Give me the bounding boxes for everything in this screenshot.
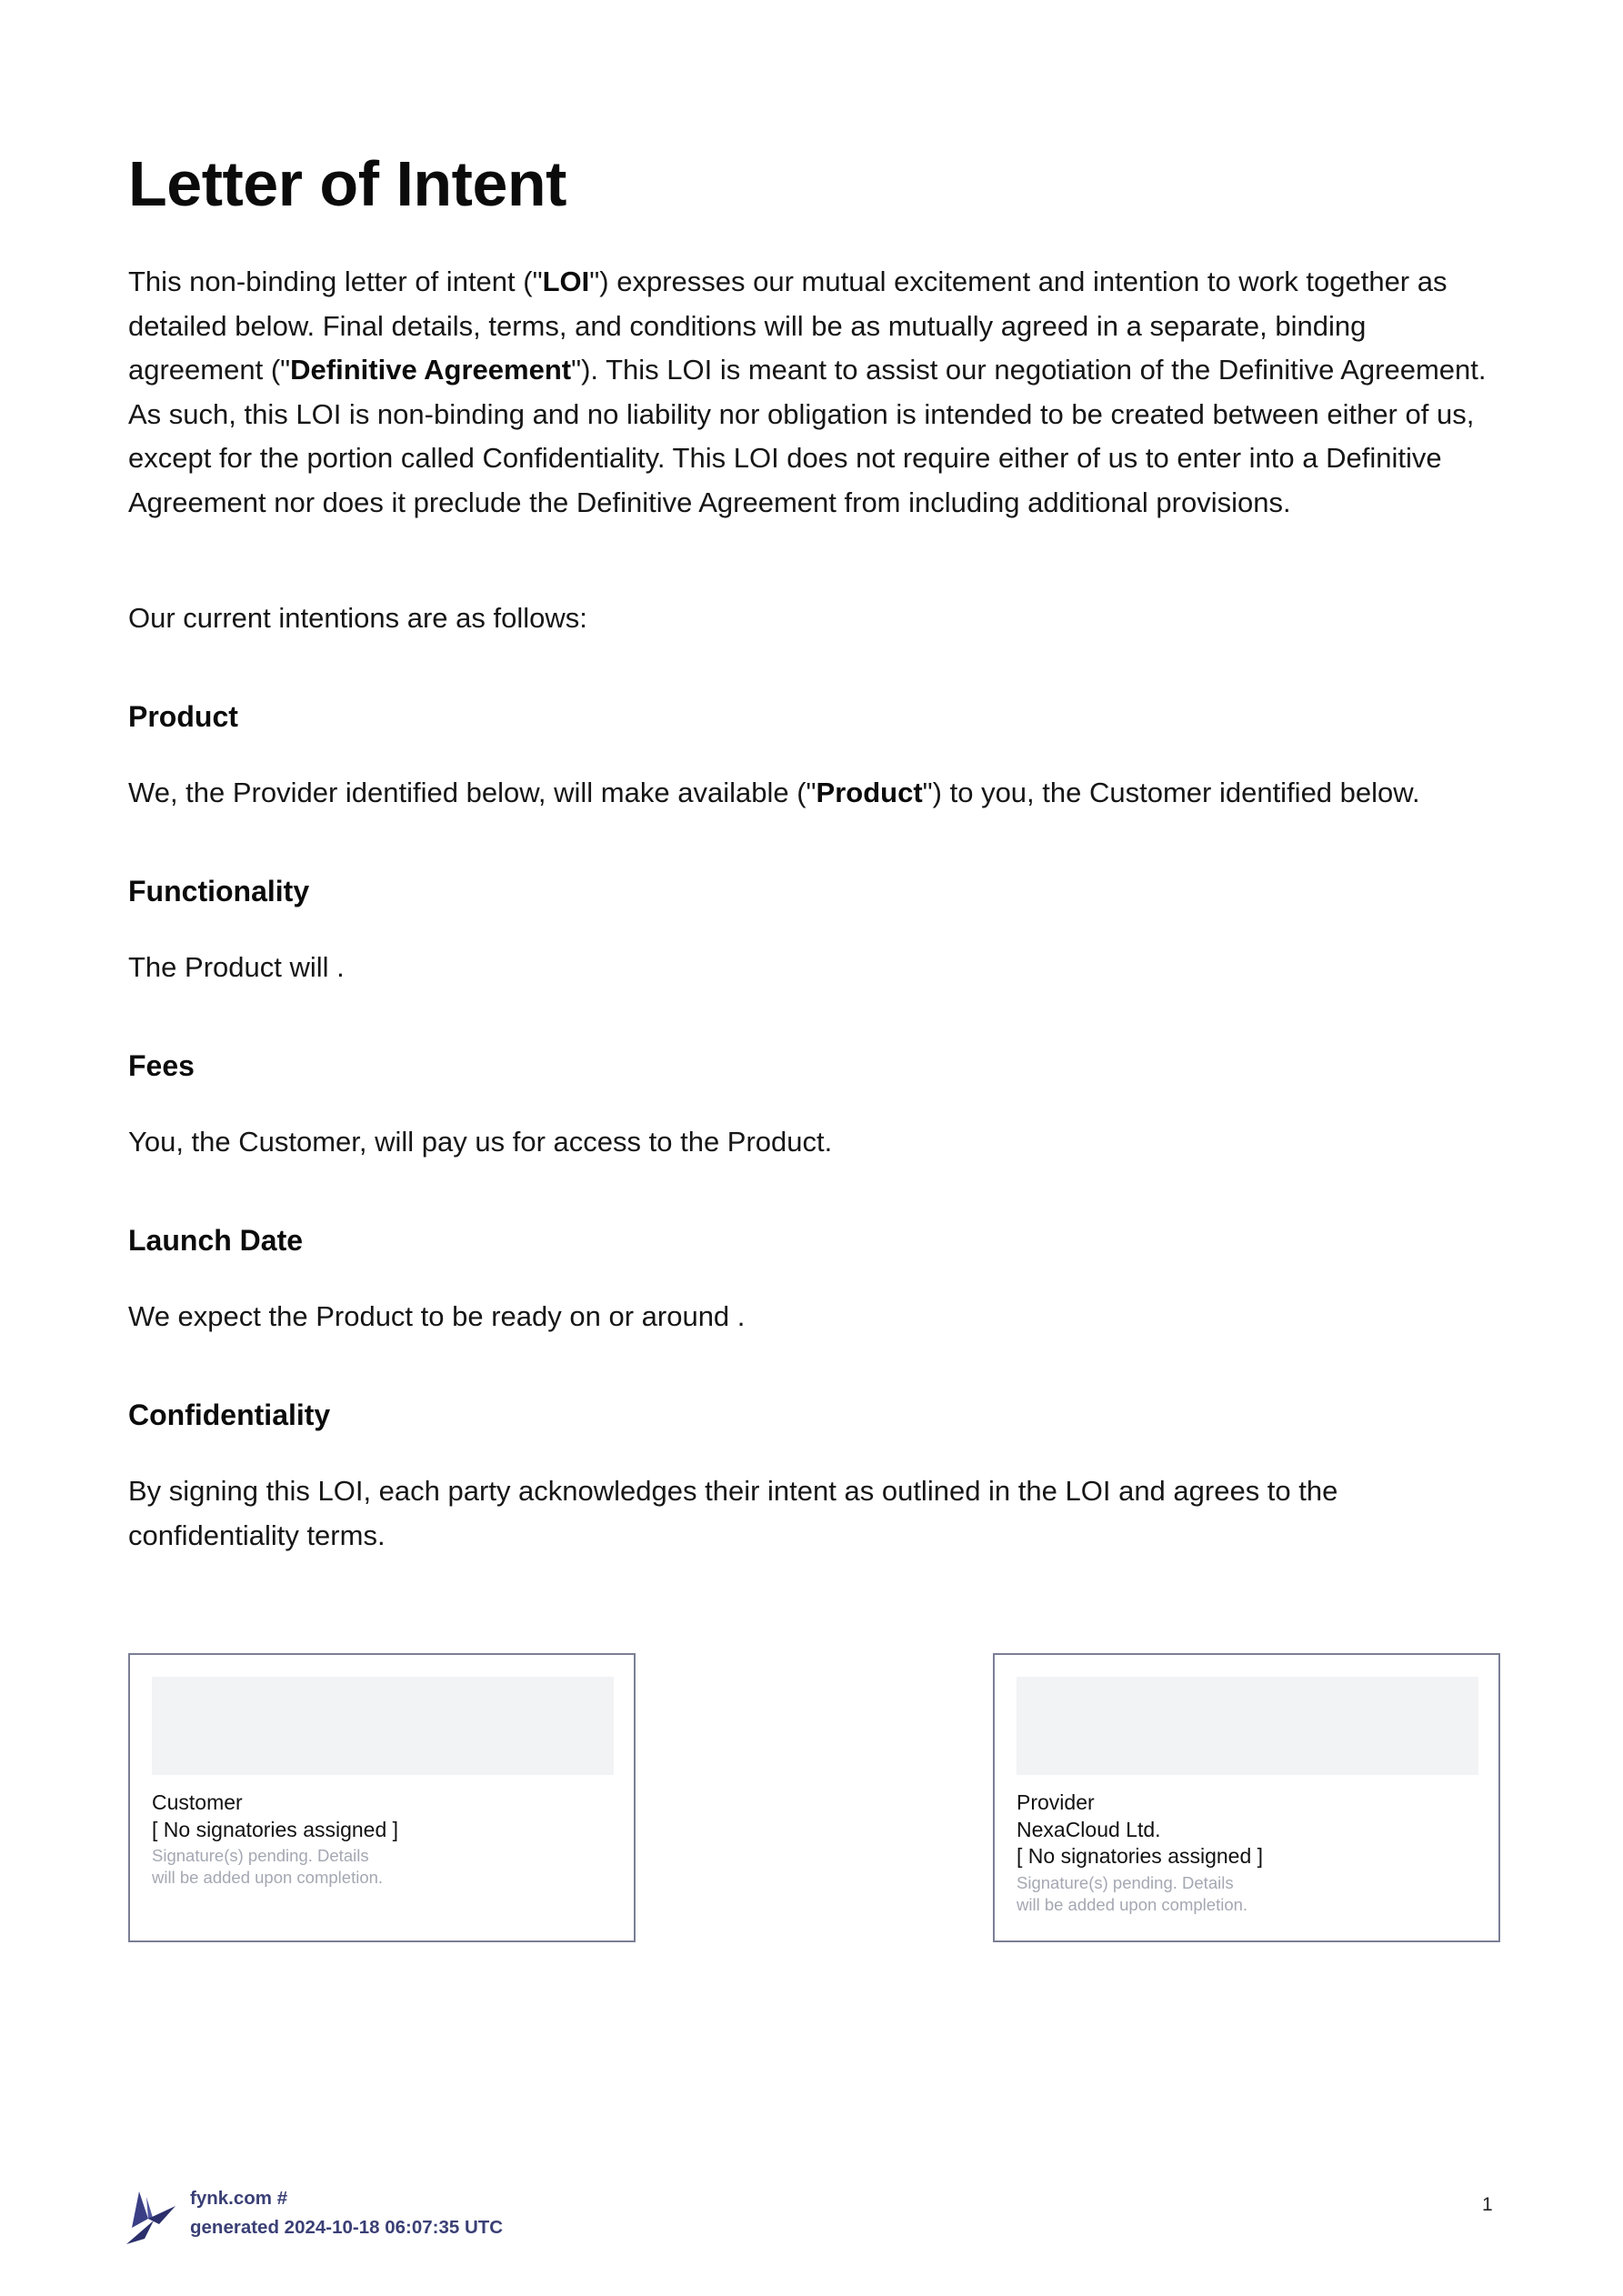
section-heading-confidentiality: Confidentiality bbox=[128, 1399, 331, 1431]
product-text-1: We, the Provider identified below, will make available (" bbox=[128, 777, 817, 808]
provider-signatory-status: [ No signatories assigned ] bbox=[1017, 1844, 1264, 1868]
intro-bold-definitive-agreement: Definitive Agreement bbox=[290, 354, 572, 386]
provider-role-label: Provider bbox=[1017, 1790, 1095, 1814]
intro-bold-loi: LOI bbox=[542, 266, 590, 297]
customer-note-line-1: Signature(s) pending. Details bbox=[152, 1846, 369, 1865]
section-body-fees: You, the Customer, will pay us for access to the Product. bbox=[128, 1126, 833, 1158]
document-title: Letter of Intent bbox=[128, 148, 566, 219]
provider-note-line-2: will be added upon completion. bbox=[1017, 1894, 1248, 1914]
customer-signature-area[interactable] bbox=[152, 1677, 614, 1775]
page-number: 1 bbox=[1482, 2194, 1493, 2215]
section-body-functionality: The Product will . bbox=[128, 951, 345, 983]
product-text-2: ") to you, the Customer identified below. bbox=[922, 777, 1420, 808]
provider-signature-area[interactable] bbox=[1017, 1677, 1478, 1775]
customer-role-label: Customer bbox=[152, 1790, 243, 1814]
customer-signatory-status: [ No signatories assigned ] bbox=[152, 1817, 399, 1841]
section-body-confidentiality: By signing this LOI, each party acknowledges their intent as outlined in the LOI and agrees to the confidentiality terms. bbox=[128, 1475, 1338, 1551]
provider-company-name: NexaCloud Ltd. bbox=[1017, 1817, 1161, 1841]
intro-text-2: ") expresses our mutual excitement and intention to work together as detailed below. Final details, terms, and conditions will be as mutually agreed in a separate, binding agreement (" bbox=[128, 266, 1448, 386]
customer-signature-box bbox=[128, 1653, 636, 1942]
footer-info bbox=[190, 2184, 503, 2242]
section-heading-product: Product bbox=[128, 700, 238, 733]
intro-text-1: This non-binding letter of intent (" bbox=[128, 266, 543, 297]
fynk-logo-icon bbox=[126, 2188, 177, 2246]
section-body-product bbox=[128, 771, 1501, 816]
intro-text-3: "). This LOI is meant to assist our negotiation of the Definitive Agreement. As such, this LOI is non-binding and no liability nor obligation is intended to be created between either of us, except for the portion called Confidentiality. This LOI does not require either of us to enter into a Definitive Agreement nor does it preclude the Definitive Agreement from including additional provisions. bbox=[128, 354, 1487, 518]
section-heading-functionality: Functionality bbox=[128, 875, 310, 907]
section-heading-launch-date: Launch Date bbox=[128, 1224, 304, 1257]
footer-generated-timestamp: generated 2024-10-18 06:07:35 UTC bbox=[190, 2217, 504, 2238]
provider-signature-box bbox=[993, 1653, 1500, 1942]
intentions-lead: Our current intentions are as follows: bbox=[128, 602, 587, 634]
intro-paragraph bbox=[128, 260, 1501, 525]
provider-note-line-1: Signature(s) pending. Details bbox=[1017, 1872, 1234, 1892]
section-body-launch-date: We expect the Product to be ready on or around . bbox=[128, 1300, 746, 1332]
customer-signature-note bbox=[152, 1845, 425, 1889]
customer-note-line-2: will be added upon completion. bbox=[152, 1868, 384, 1887]
provider-signature-note bbox=[1017, 1872, 1289, 1916]
product-bold: Product bbox=[816, 777, 923, 808]
customer-signature-details bbox=[152, 1790, 616, 1889]
footer-site-link[interactable]: fynk.com # bbox=[190, 2188, 288, 2209]
section-heading-fees: Fees bbox=[128, 1049, 195, 1082]
provider-signature-details bbox=[1017, 1790, 1480, 1916]
